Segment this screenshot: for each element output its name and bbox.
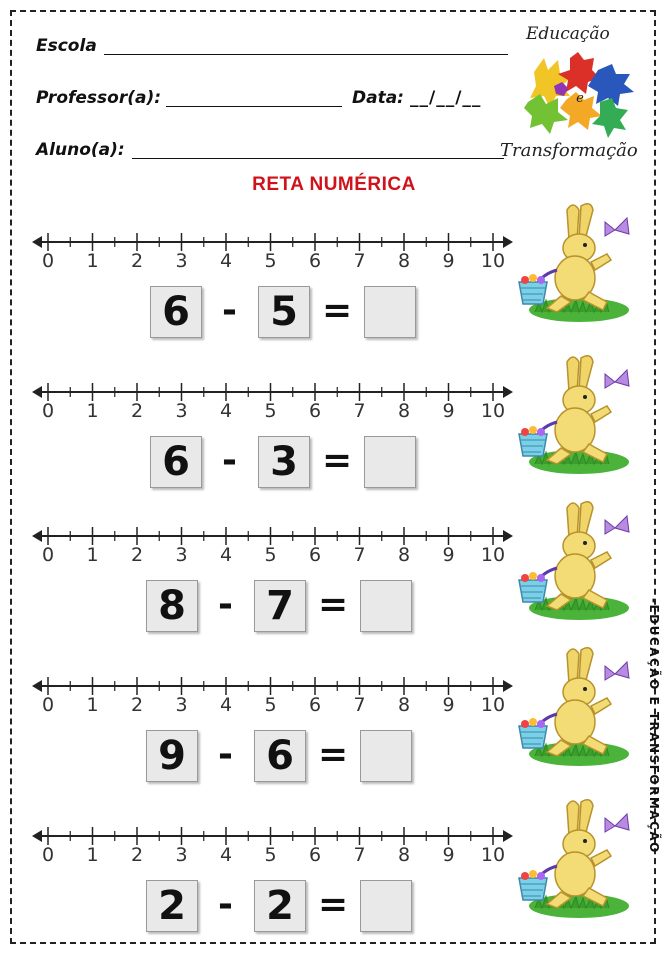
number-line-label: 8 (397, 544, 411, 566)
minus-sign: - (218, 884, 233, 925)
teacher-field[interactable] (166, 106, 342, 107)
number-line-label: 8 (397, 250, 411, 272)
number-line-label: 8 (397, 844, 411, 866)
bunny-illustration (505, 352, 637, 480)
left-arrow-icon (32, 830, 42, 842)
minuend-box: 9 (146, 730, 198, 782)
minus-sign: - (218, 584, 233, 625)
answer-box[interactable] (360, 730, 412, 782)
logo-top-text: Educação (526, 24, 610, 44)
logo-middle-text: e (576, 91, 584, 106)
number-line-label: 9 (442, 694, 455, 716)
equals-sign: = (318, 884, 349, 925)
number-line-label: 6 (308, 694, 322, 716)
minuend-box: 8 (146, 580, 198, 632)
minuend-box: 6 (150, 286, 202, 338)
subtrahend-box: 7 (254, 580, 306, 632)
answer-box[interactable] (360, 880, 412, 932)
subtrahend-box: 6 (254, 730, 306, 782)
date-field[interactable]: __/__/__ (410, 88, 482, 108)
number-line-label: 10 (480, 400, 506, 422)
left-arrow-icon (32, 680, 42, 692)
number-line-label: 10 (480, 544, 506, 566)
teacher-label: Professor(a): (36, 88, 162, 108)
number-line-label: 1 (86, 250, 99, 272)
number-line-label: 2 (130, 694, 144, 716)
number-line-label: 3 (175, 544, 188, 566)
school-label: Escola (36, 36, 97, 56)
number-line-label: 5 (264, 400, 277, 422)
number-line-label: 0 (41, 400, 55, 422)
subtrahend-box: 5 (258, 286, 310, 338)
number-line-label: 8 (397, 694, 411, 716)
number-line-label: 2 (130, 400, 144, 422)
number-line-label: 4 (219, 400, 233, 422)
equals-sign: = (322, 440, 353, 481)
equals-sign: = (318, 584, 349, 625)
answer-box[interactable] (364, 286, 416, 338)
equals-sign: = (322, 290, 353, 331)
number-line-label: 5 (264, 844, 277, 866)
education-logo (500, 20, 660, 170)
number-line-label: 0 (41, 694, 55, 716)
number-line-label: 3 (175, 844, 188, 866)
number-line-label: 3 (175, 694, 188, 716)
number-line-label: 7 (353, 544, 366, 566)
number-line-label: 7 (353, 844, 366, 866)
answer-box[interactable] (360, 580, 412, 632)
left-arrow-icon (32, 236, 42, 248)
number-line-label: 10 (480, 250, 506, 272)
left-arrow-icon (32, 386, 42, 398)
number-line-label: 10 (480, 694, 506, 716)
side-brand-text: -EDUCAÇÃO E TRANSFORMAÇÃO (647, 598, 661, 854)
minuend-box: 6 (150, 436, 202, 488)
date-label: Data: (352, 88, 404, 108)
bunny-illustration (505, 796, 637, 924)
number-line-label: 6 (308, 400, 322, 422)
subtrahend-box: 3 (258, 436, 310, 488)
number-line-label: 9 (442, 544, 455, 566)
number-line-label: 2 (130, 544, 144, 566)
minuend-box: 2 (146, 880, 198, 932)
number-line-label: 5 (264, 544, 277, 566)
number-line-label: 1 (86, 544, 99, 566)
minus-sign: - (222, 290, 237, 331)
bunny-illustration (505, 200, 637, 328)
number-line-label: 6 (308, 544, 322, 566)
equals-sign: = (318, 734, 349, 775)
number-line-label: 4 (219, 844, 233, 866)
number-line-label: 7 (353, 250, 366, 272)
number-line-label: 2 (130, 844, 144, 866)
number-line-label: 7 (353, 694, 366, 716)
number-line-label: 4 (219, 694, 233, 716)
number-line-label: 3 (175, 400, 188, 422)
number-line-label: 8 (397, 400, 411, 422)
school-field[interactable] (104, 54, 508, 55)
number-line-label: 7 (353, 400, 366, 422)
colorful-hands-icon (514, 50, 646, 140)
number-line-label: 2 (130, 250, 144, 272)
number-line-label: 0 (41, 544, 55, 566)
minus-sign: - (222, 440, 237, 481)
number-line-label: 0 (41, 250, 55, 272)
number-line-label: 10 (480, 844, 506, 866)
answer-box[interactable] (364, 436, 416, 488)
page-title: RETA NUMÉRICA (252, 174, 416, 195)
student-field[interactable] (132, 158, 504, 159)
number-line-label: 4 (219, 250, 233, 272)
number-line-label: 1 (86, 844, 99, 866)
subtrahend-box: 2 (254, 880, 306, 932)
number-line-label: 1 (86, 694, 99, 716)
number-line-label: 9 (442, 844, 455, 866)
bunny-illustration (505, 644, 637, 772)
number-line-label: 9 (442, 400, 455, 422)
number-line-label: 1 (86, 400, 99, 422)
left-arrow-icon (32, 530, 42, 542)
number-line-label: 5 (264, 250, 277, 272)
number-line-label: 3 (175, 250, 188, 272)
number-line-label: 4 (219, 544, 233, 566)
number-line-label: 5 (264, 694, 277, 716)
bunny-illustration (505, 498, 637, 626)
number-line-label: 6 (308, 844, 322, 866)
number-line-label: 0 (41, 844, 55, 866)
number-line-label: 6 (308, 250, 322, 272)
number-line-label: 9 (442, 250, 455, 272)
student-label: Aluno(a): (36, 140, 125, 160)
minus-sign: - (218, 734, 233, 775)
logo-bottom-text: Transformação (500, 140, 638, 161)
